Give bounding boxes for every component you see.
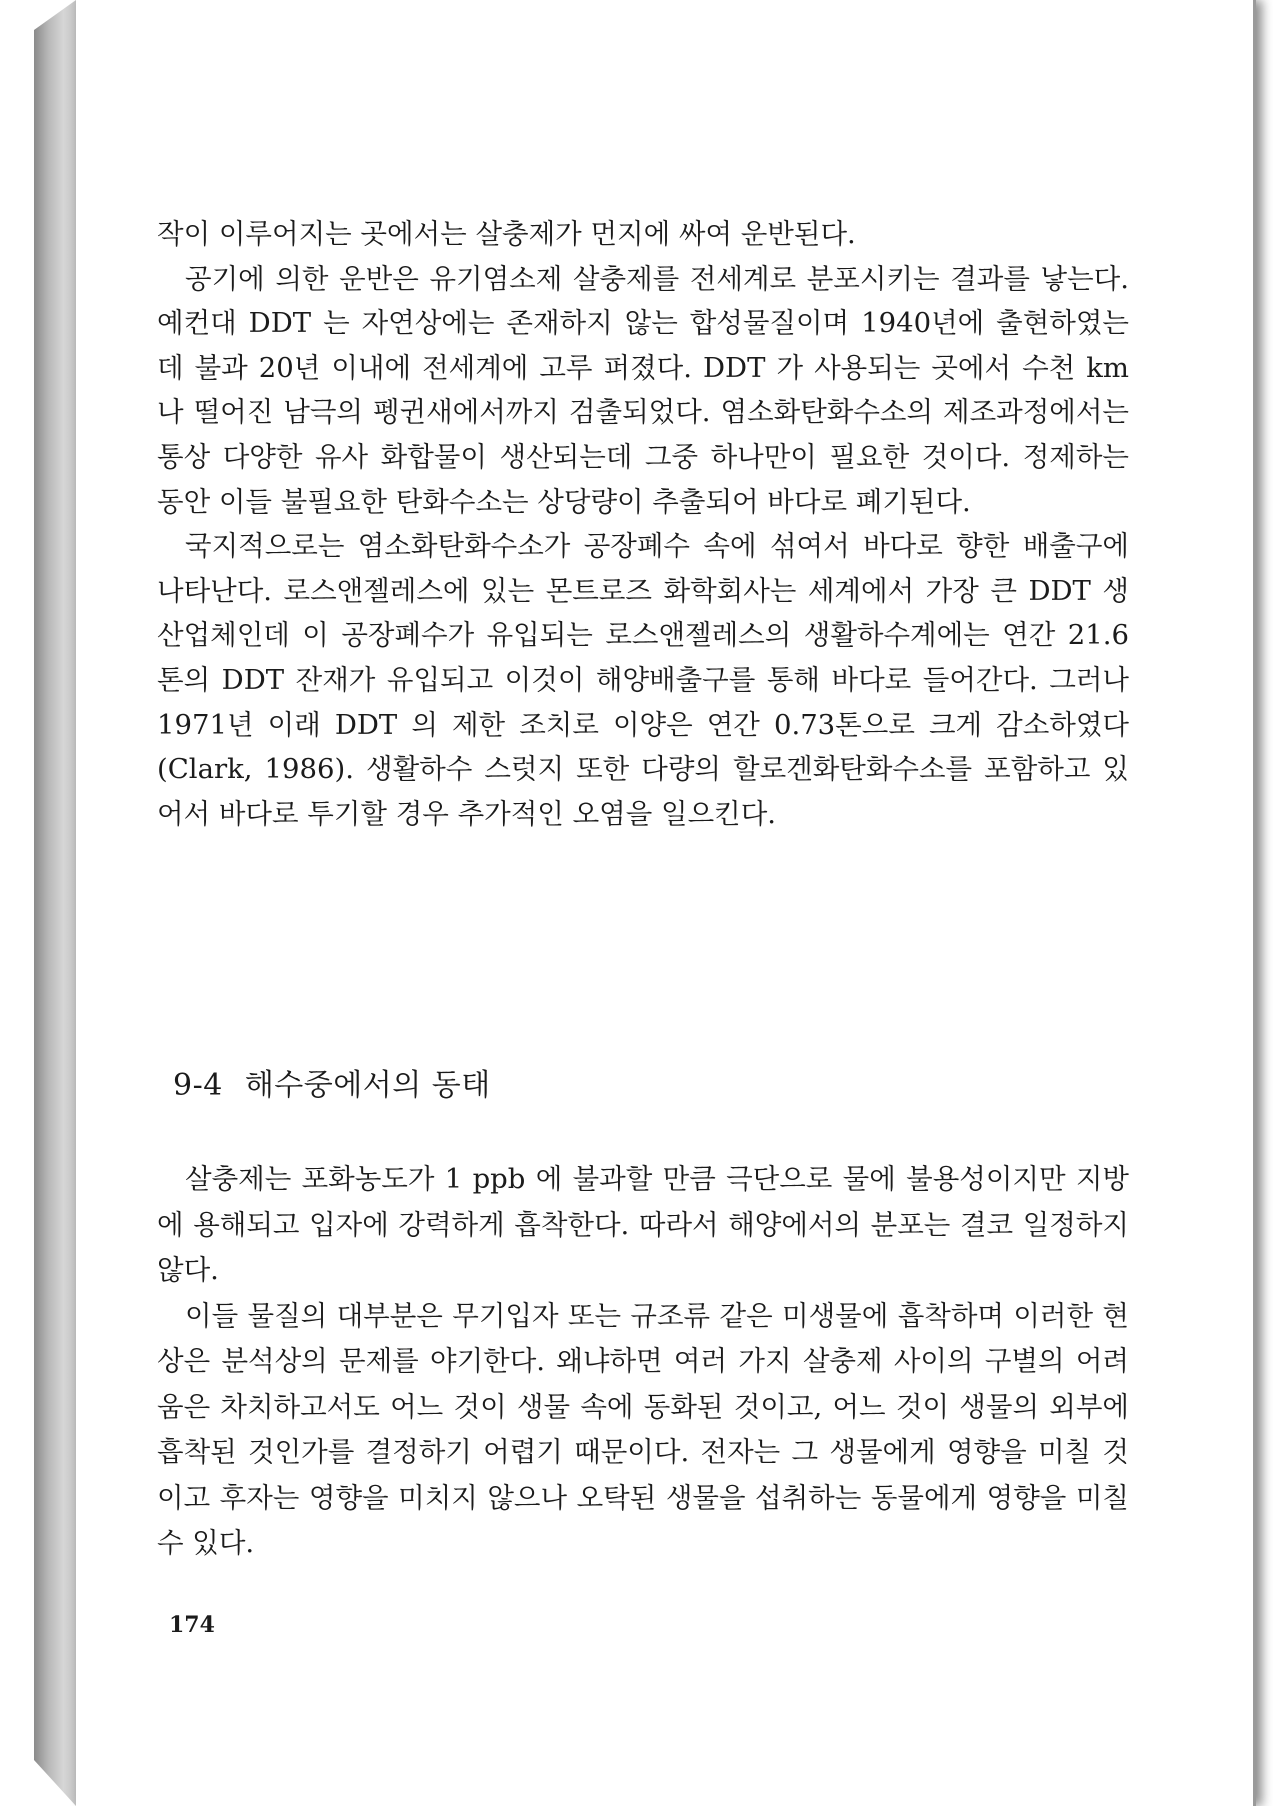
paragraph-local-discharge: 국지적으로는 염소화탄화수소가 공장폐수 속에 섞여서 바다로 향한 배출구에 나타난다. 로스앤젤레스에 있는 몬트로즈 화학회사는 세계에서 가장 큰 DDT 생산업체인데 이 공장폐수가 유입되는 로스앤젤레스의 생활하수계에는 연간 21.6톤의 DDT 잔재가 유입되고 이것이 해양배출구를 통해 바다로 들어간다. 그러나 1971년 이래 DDT 의 제한 조치로 이양은 연간 0.73톤으로 크게 감소하였다(Clark, 1986). 생활하수 스럿지 또한 다량의 할로겐화탄화수소를 포함하고 있어서 바다로 투기할 경우 추가적인 오염을 일으킨다. xyxy=(157,530,1129,830)
paragraph-air-transport: 공기에 의한 운반은 유기염소제 살충제를 전세계로 분포시키는 결과를 낳는다. 예컨대 DDT 는 자연상에는 존재하지 않는 합성물질이며 1940년에 출현하였는데 불과 20년 이내에 전세계에 고루 퍼졌다. DDT 가 사용되는 곳에서 수천 km 나 떨어진 남극의 펭귄새에서까지 검출되었다. 염소화탄화수소의 제조과정에서는 통상 다양한 유사 화합물이 생산되는데 그중 하나만이 필요한 것이다. 정제하는 동안 이들 불필요한 탄화수소는 상당량이 추출되어 바다로 폐기된다. xyxy=(157,262,1129,518)
body-text-bottom xyxy=(157,1157,1129,1567)
page-edge xyxy=(1253,0,1256,1806)
book-spine xyxy=(34,0,76,1806)
section-number: 9-4 xyxy=(173,1068,223,1103)
paragraph-adsorption: 이들 물질의 대부분은 무기입자 또는 규조류 같은 미생물에 흡착하며 이러한 현상은 분석상의 문제를 야기한다. 왜냐하면 여러 가지 살충제 사이의 구별의 어려움은 차치하고서도 어느 것이 생물 속에 동화된 것이고, 어느 것이 생물의 외부에 흡착된 것인가를 결정하기 어렵기 때문이다. 전자는 그 생물에게 영향을 미칠 것이고 후자는 영향을 미치지 않으나 오탁된 생물을 섭취하는 동물에게 영향을 미칠 수 있다. xyxy=(157,1299,1129,1559)
paragraph-solubility: 살충제는 포화농도가 1 ppb 에 불과할 만큼 극단으로 물에 불용성이지만 지방에 용해되고 입자에 강력하게 흡착한다. 따라서 해양에서의 분포는 결코 일정하지 않다. xyxy=(157,1163,1129,1286)
section-heading xyxy=(173,1060,491,1104)
page-number: 174 xyxy=(169,1612,215,1638)
section-title: 해수중에서의 동태 xyxy=(244,1068,491,1103)
body-text-top xyxy=(157,212,1129,836)
paragraph-continuation: 작이 이루어지는 곳에서는 살충제가 먼지에 싸여 운반된다. xyxy=(157,218,856,250)
